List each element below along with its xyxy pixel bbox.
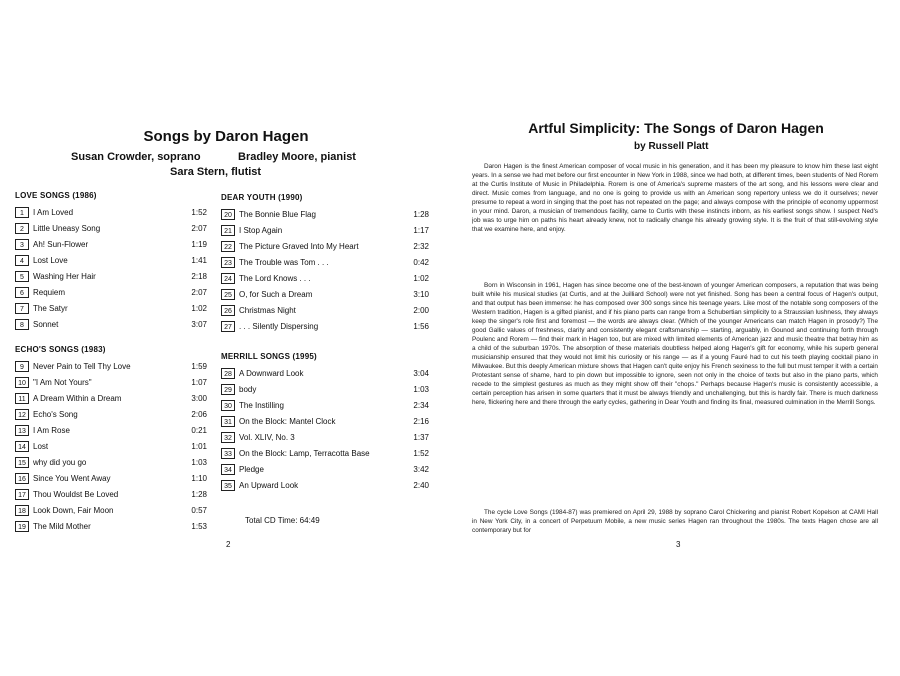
track-row bbox=[221, 398, 429, 413]
track-time: 1:01 bbox=[191, 442, 207, 451]
track-row bbox=[15, 237, 207, 252]
track-number: 25 bbox=[221, 289, 235, 300]
track-time: 3:42 bbox=[413, 465, 429, 474]
track-title: Thou Wouldst Be Loved bbox=[33, 490, 119, 499]
track-number: 12 bbox=[15, 409, 29, 420]
track-time: 2:07 bbox=[191, 288, 207, 297]
track-time: 1:17 bbox=[413, 226, 429, 235]
page-number-right: 3 bbox=[676, 540, 681, 549]
track-row bbox=[15, 359, 207, 374]
track-number: 9 bbox=[15, 361, 29, 372]
performer-flutist: Sara Stern, flutist bbox=[170, 166, 262, 178]
track-time: 0:21 bbox=[191, 426, 207, 435]
track-row bbox=[221, 366, 429, 381]
track-time: 1:19 bbox=[191, 240, 207, 249]
track-title: why did you go bbox=[33, 458, 87, 467]
track-row bbox=[15, 407, 207, 422]
track-number: 23 bbox=[221, 257, 235, 268]
track-number: 10 bbox=[15, 377, 29, 388]
track-title: The Mild Mother bbox=[33, 522, 91, 531]
track-time: 0:57 bbox=[191, 506, 207, 515]
essay-paragraph-3: The cycle Love Songs (1984-87) was premiered on April 29, 1988 by soprano Carol Chickering and pianist Robert Kopelson at CAMI Hall in New York City, in a concert of Perpetuum Mobile, a new music series Hagen ran throughout the 1980s. The texts Hagen chose are all contemporary but for bbox=[472, 509, 878, 534]
track-title: "I Am Not Yours" bbox=[33, 378, 92, 387]
track-number: 33 bbox=[221, 448, 235, 459]
track-row bbox=[15, 471, 207, 486]
track-number: 26 bbox=[221, 305, 235, 316]
track-row bbox=[221, 303, 429, 318]
track-row bbox=[15, 375, 207, 390]
track-row bbox=[15, 253, 207, 268]
track-number: 21 bbox=[221, 225, 235, 236]
track-row bbox=[15, 503, 207, 518]
track-time: 2:32 bbox=[413, 242, 429, 251]
track-row bbox=[221, 319, 429, 334]
track-title: Sonnet bbox=[33, 320, 59, 329]
section-heading: DEAR YOUTH (1990) bbox=[221, 193, 303, 202]
track-title: The Instilling bbox=[239, 401, 284, 410]
track-time: 3:00 bbox=[191, 394, 207, 403]
track-number: 19 bbox=[15, 521, 29, 532]
track-row bbox=[15, 423, 207, 438]
track-time: 1:03 bbox=[191, 458, 207, 467]
track-title: Look Down, Fair Moon bbox=[33, 506, 114, 515]
track-time: 0:42 bbox=[413, 258, 429, 267]
track-time: 1:03 bbox=[413, 385, 429, 394]
track-title: I Am Loved bbox=[33, 208, 74, 217]
track-title: On the Block: Mantel Clock bbox=[239, 417, 336, 426]
essay-paragraph-1: Daron Hagen is the finest American composer of vocal music in his generation, and it has been my pleasure to know him these last eight years. In a sense we had met before our first encounter in New York in 1988, since we had both, at different times, been students of Ned Rorem at the Curtis Institute of Music in Philadelphia. Rorem is one of America's supreme masters of the art song, and his lessons were clear and direct. Music comes from language, and no one is going to provide us with an American song repertory unless we do it ourselves; never presume to repeat a word in singing that the poet has not repeated on the page; and always compose with the principle of economy uppermost in your mind. Daron, a musician of tremendous facility, came to Curtis with these instincts inborn, as his earliest songs show. I suspect Ned's job was to urge him on paths his heart already knew, not to radically change his already growing style. It is the fruit of that still-evolving style that we examine here, and enjoy. bbox=[472, 163, 878, 233]
track-title: Lost Love bbox=[33, 256, 68, 265]
track-number: 29 bbox=[221, 384, 235, 395]
track-number: 18 bbox=[15, 505, 29, 516]
track-title: The Lord Knows . . . bbox=[239, 274, 311, 283]
track-row bbox=[221, 446, 429, 461]
track-title: O, for Such a Dream bbox=[239, 290, 313, 299]
track-time: 1:02 bbox=[413, 274, 429, 283]
track-number: 13 bbox=[15, 425, 29, 436]
track-title: On the Block: Lamp, Terracotta Base bbox=[239, 449, 370, 458]
track-row bbox=[15, 439, 207, 454]
track-row bbox=[15, 487, 207, 502]
track-time: 1:41 bbox=[191, 256, 207, 265]
track-number: 5 bbox=[15, 271, 29, 282]
track-number: 11 bbox=[15, 393, 29, 404]
track-time: 2:07 bbox=[191, 224, 207, 233]
track-number: 34 bbox=[221, 464, 235, 475]
track-number: 15 bbox=[15, 457, 29, 468]
essay-byline: by Russell Platt bbox=[634, 141, 709, 152]
track-time: 2:06 bbox=[191, 410, 207, 419]
track-number: 22 bbox=[221, 241, 235, 252]
track-time: 1:52 bbox=[413, 449, 429, 458]
essay-title: Artful Simplicity: The Songs of Daron Hagen bbox=[528, 120, 824, 136]
track-row bbox=[221, 414, 429, 429]
track-row bbox=[221, 382, 429, 397]
track-time: 2:40 bbox=[413, 481, 429, 490]
track-title: The Picture Graved Into My Heart bbox=[239, 242, 359, 251]
track-number: 4 bbox=[15, 255, 29, 266]
track-number: 30 bbox=[221, 400, 235, 411]
track-title: The Trouble was Tom . . . bbox=[239, 258, 329, 267]
album-title: Songs by Daron Hagen bbox=[143, 128, 309, 145]
track-row bbox=[221, 207, 429, 222]
track-title: A Dream Within a Dream bbox=[33, 394, 122, 403]
track-time: 1:28 bbox=[191, 490, 207, 499]
track-title: Never Pain to Tell Thy Love bbox=[33, 362, 131, 371]
section-heading: ECHO'S SONGS (1983) bbox=[15, 345, 106, 354]
track-row bbox=[15, 221, 207, 236]
track-number: 1 bbox=[15, 207, 29, 218]
track-row bbox=[221, 430, 429, 445]
track-title: The Bonnie Blue Flag bbox=[239, 210, 316, 219]
track-row bbox=[15, 317, 207, 332]
track-title: Pledge bbox=[239, 465, 264, 474]
track-number: 32 bbox=[221, 432, 235, 443]
track-title: The Satyr bbox=[33, 304, 68, 313]
track-time: 1:37 bbox=[413, 433, 429, 442]
track-time: 2:16 bbox=[413, 417, 429, 426]
track-time: 1:56 bbox=[413, 322, 429, 331]
track-row bbox=[15, 205, 207, 220]
track-title: Christmas Night bbox=[239, 306, 296, 315]
track-number: 28 bbox=[221, 368, 235, 379]
track-title: A Downward Look bbox=[239, 369, 304, 378]
track-time: 1:52 bbox=[191, 208, 207, 217]
track-time: 1:10 bbox=[191, 474, 207, 483]
performer-pianist: Bradley Moore, pianist bbox=[238, 151, 356, 163]
track-number: 24 bbox=[221, 273, 235, 284]
track-title: Since You Went Away bbox=[33, 474, 111, 483]
track-title: Echo's Song bbox=[33, 410, 78, 419]
track-title: An Upward Look bbox=[239, 481, 299, 490]
track-time: 2:00 bbox=[413, 306, 429, 315]
track-title: Washing Her Hair bbox=[33, 272, 96, 281]
track-number: 20 bbox=[221, 209, 235, 220]
track-title: Little Uneasy Song bbox=[33, 224, 101, 233]
track-title: Lost bbox=[33, 442, 49, 451]
track-title: I Stop Again bbox=[239, 226, 283, 235]
track-time: 3:10 bbox=[413, 290, 429, 299]
track-number: 14 bbox=[15, 441, 29, 452]
track-time: 1:59 bbox=[191, 362, 207, 371]
track-time: 2:34 bbox=[413, 401, 429, 410]
track-number: 16 bbox=[15, 473, 29, 484]
track-time: 1:53 bbox=[191, 522, 207, 531]
right-page bbox=[452, 0, 900, 676]
track-number: 35 bbox=[221, 480, 235, 491]
track-time: 3:04 bbox=[413, 369, 429, 378]
track-title: Requiem bbox=[33, 288, 66, 297]
track-row bbox=[221, 462, 429, 477]
track-row bbox=[221, 255, 429, 270]
track-number: 3 bbox=[15, 239, 29, 250]
track-row bbox=[221, 223, 429, 238]
track-row bbox=[15, 269, 207, 284]
track-number: 31 bbox=[221, 416, 235, 427]
track-title: Ah! Sun-Flower bbox=[33, 240, 89, 249]
essay-paragraph-2: Born in Wisconsin in 1961, Hagen has since become one of the best-known of younger American composers, a reputation that was being built while his musical studies (at Curtis, and at the Juilliard School) were not yet finished. Song has been a central focus of Hagen's output, and that output has been immense: he has composed over 300 songs since his teenage years. Like most of the notable song composers of the Western tradition, Hagen is a gifted pianist, and if his piano parts can range from a Schubertian simplicity to a Straussian lushness, they always keep the singer's role first and foremost — the words are always clear. (Which of the younger Americans can match Hagen in prosody?) The good Gallic values of freshness, clarity and consistently elegant craftsmanship — starting, arguably, in Gounod and continuing forth through Poulenc and Rorem — find their mark in Hagen too, but are mixed with limited elements of American jazz and music theatre that betray him as a child of the suburban 1970s. The absorption of these materials doubtless helped along Hagen's gift for economy, while his superb general musicianship ensured that they would not limit his curiosity or his range — as if a young Fauré had to cut his teeth playing cocktail piano in Milwaukee. But this deeply American mixture shows that Hagen can't quite enjoy his French sexiness to the full but must temper it with a certain Protestant sense of shame, hard to pin down but impossible to ignore, seen not only in the choice of texts but also in the piano parts, which recede to the simplest gestures as much as they might show off their "chops." Perhaps because Hagen's music is consistently accessible, a certain perception has arisen in some quarters that it must be always friendly and unchallenging, but this is hardly fair. There is much darkness here, flickering here and there through the early cycles, gathering in Dear Youth and finding its final, measured culmination in the Merrill Songs. bbox=[472, 282, 878, 406]
track-row bbox=[221, 287, 429, 302]
page-number-left: 2 bbox=[226, 540, 231, 549]
track-number: 7 bbox=[15, 303, 29, 314]
track-time: 3:07 bbox=[191, 320, 207, 329]
track-time: 1:07 bbox=[191, 378, 207, 387]
track-row bbox=[15, 391, 207, 406]
track-title: body bbox=[239, 385, 257, 394]
track-number: 27 bbox=[221, 321, 235, 332]
track-row bbox=[15, 301, 207, 316]
track-number: 17 bbox=[15, 489, 29, 500]
section-heading: LOVE SONGS (1986) bbox=[15, 191, 97, 200]
track-row bbox=[15, 519, 207, 534]
track-number: 6 bbox=[15, 287, 29, 298]
track-row bbox=[221, 239, 429, 254]
track-title: Vol. XLIV, No. 3 bbox=[239, 433, 295, 442]
total-cd-time: Total CD Time: 64:49 bbox=[245, 516, 320, 525]
track-title: I Am Rose bbox=[33, 426, 70, 435]
track-time: 2:18 bbox=[191, 272, 207, 281]
section-heading: MERRILL SONGS (1995) bbox=[221, 352, 317, 361]
track-title: . . . Silently Dispersing bbox=[239, 322, 319, 331]
performer-soprano: Susan Crowder, soprano bbox=[71, 151, 201, 163]
track-time: 1:28 bbox=[413, 210, 429, 219]
track-row bbox=[15, 285, 207, 300]
track-number: 8 bbox=[15, 319, 29, 330]
track-row bbox=[221, 478, 429, 493]
track-number: 2 bbox=[15, 223, 29, 234]
track-row bbox=[15, 455, 207, 470]
track-row bbox=[221, 271, 429, 286]
track-time: 1:02 bbox=[191, 304, 207, 313]
